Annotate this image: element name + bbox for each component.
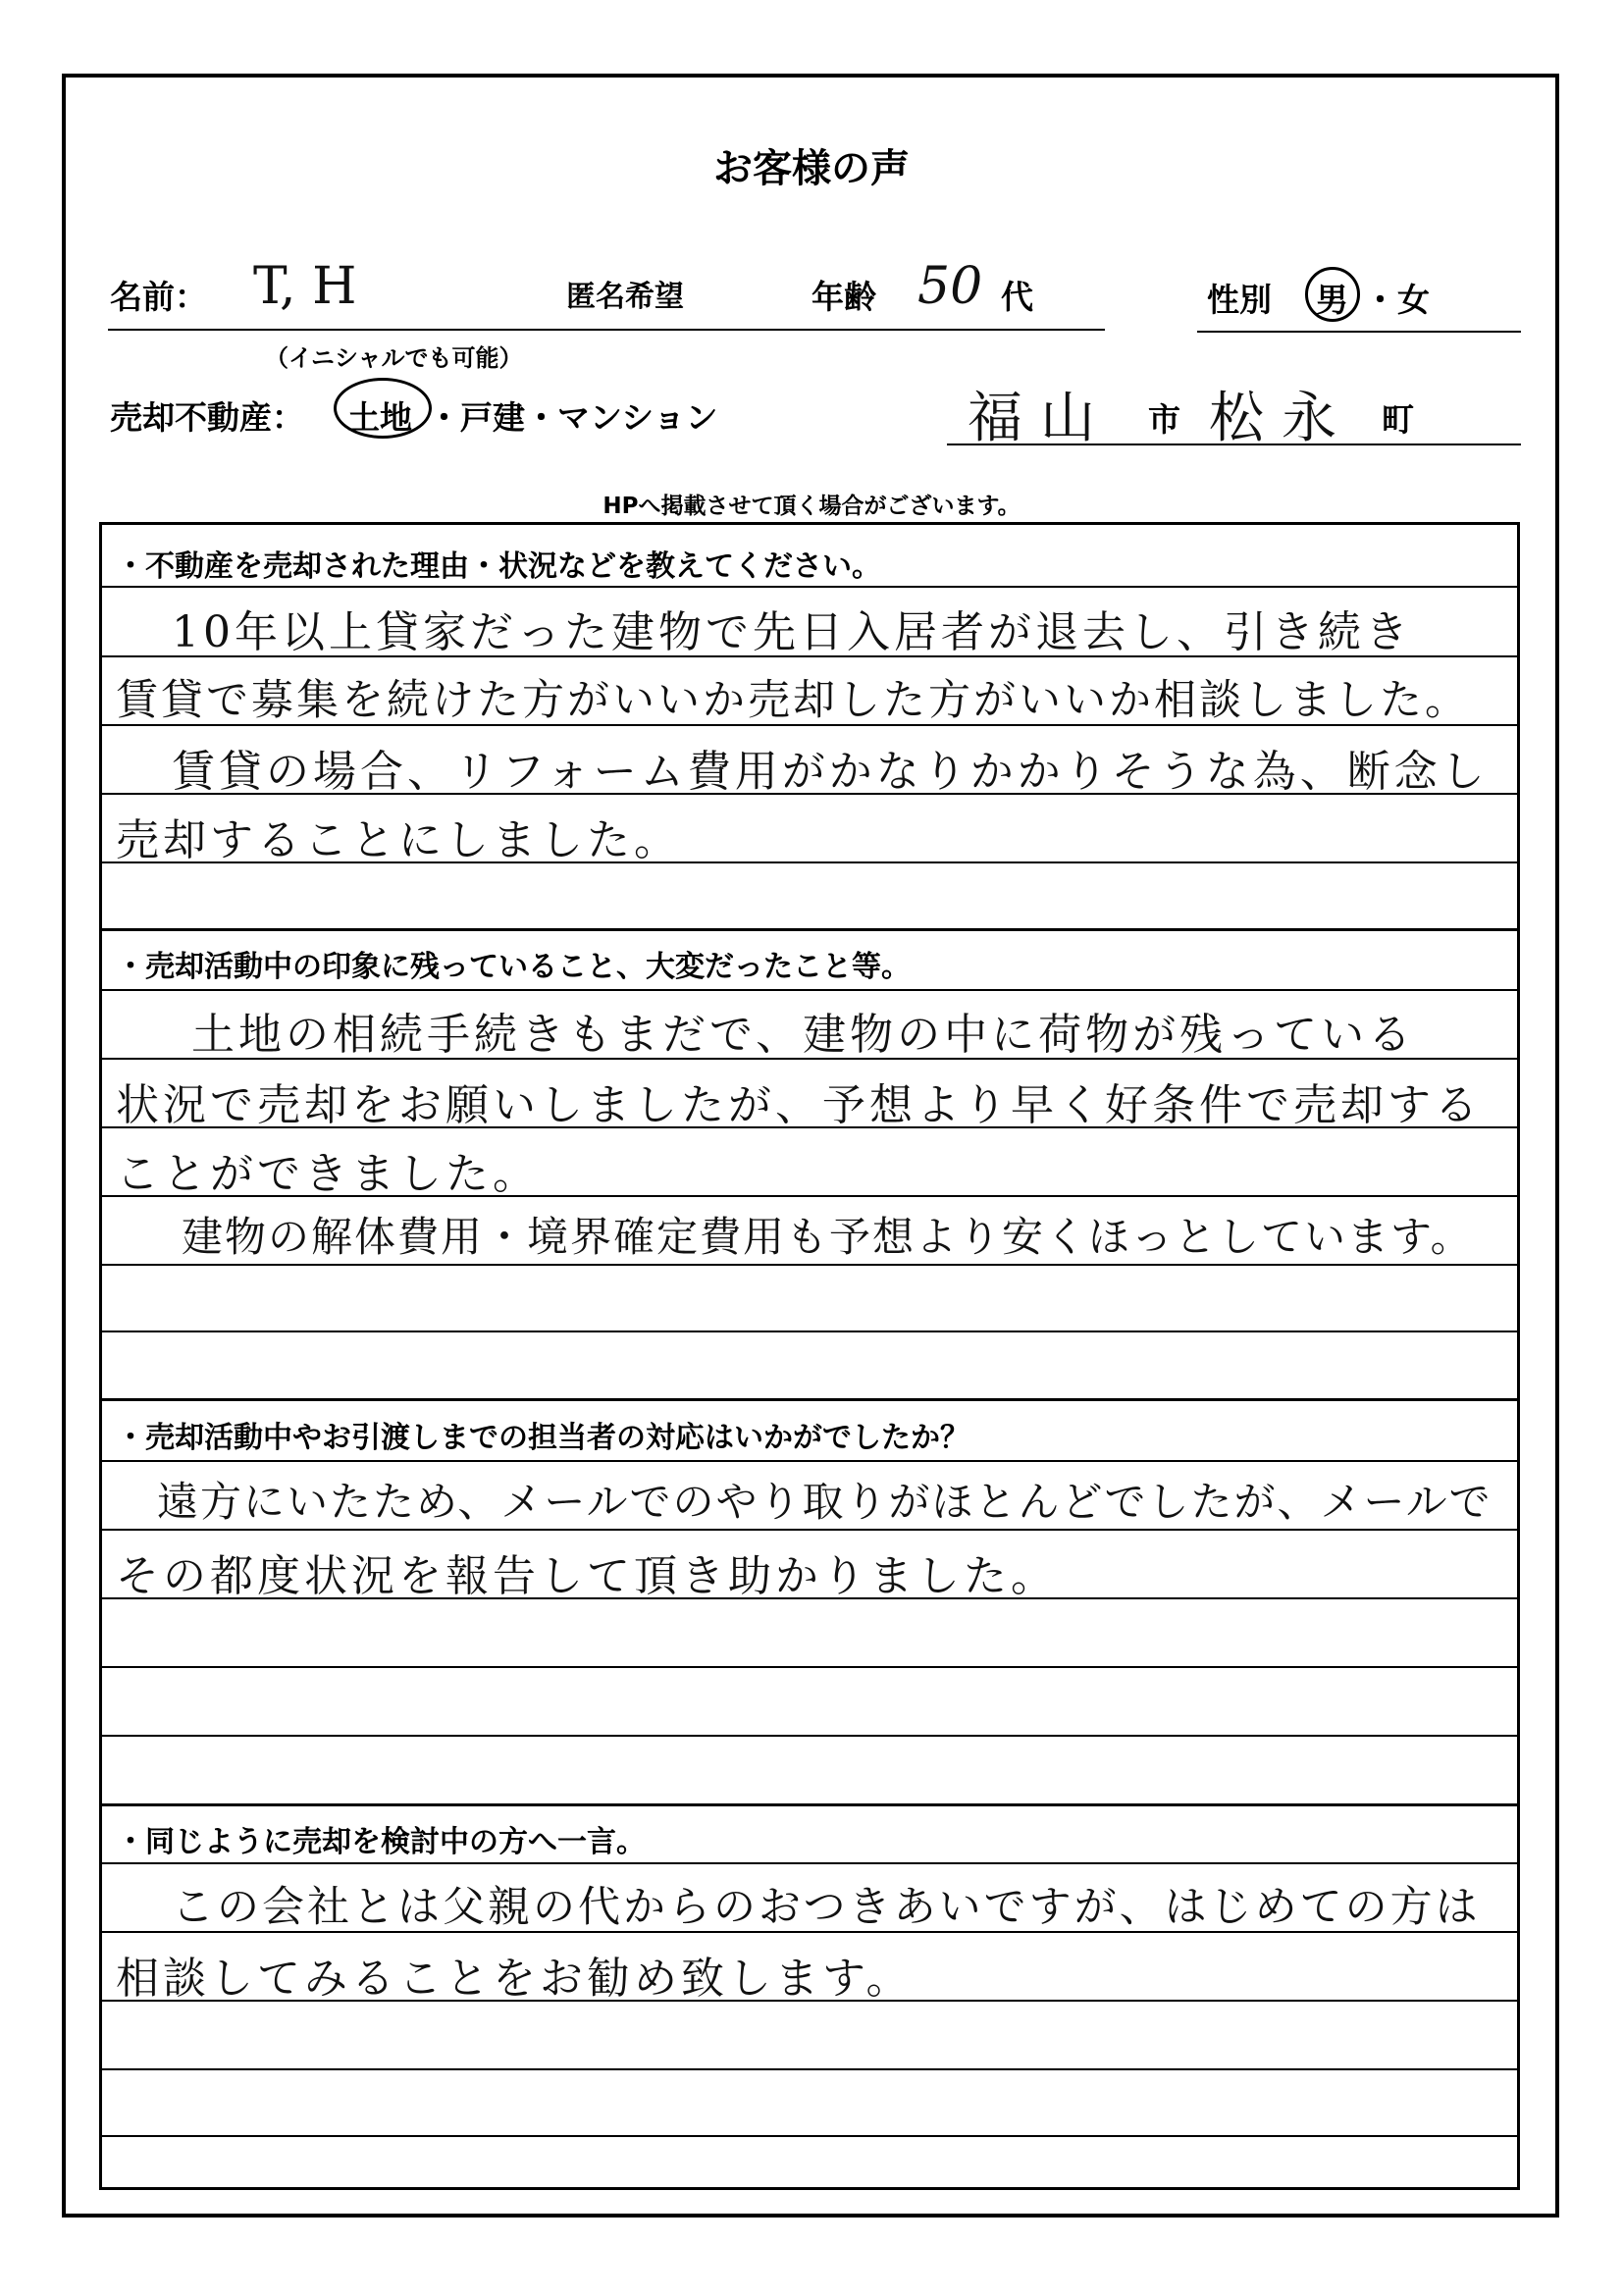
row1-underline <box>108 329 1105 331</box>
question-2: ・売却活動中の印象に残っていること、大変だったこと等。 <box>116 950 911 984</box>
answer-2-line-2: 状況で売却をお願いしましたが、予想より早く好条件で売却する <box>116 1080 1482 1130</box>
age-suffix: 代 <box>1001 278 1033 316</box>
rule <box>99 989 1520 991</box>
rule <box>99 1529 1520 1531</box>
rule <box>99 1735 1520 1737</box>
answer-1-line-3: 賃貸の場合、リフォーム費用がかなりかかりそうな為、断念し <box>172 747 1489 797</box>
rule <box>99 586 1520 588</box>
rule <box>99 2068 1520 2070</box>
answer-2-line-3: ことができました。 <box>116 1149 540 1199</box>
question-1: ・不動産を売却された理由・状況などを教えてください。 <box>116 549 881 584</box>
rule <box>99 1460 1520 1462</box>
section-divider <box>99 1398 1520 1401</box>
rule <box>99 2135 1520 2137</box>
question-3: ・売却活動中やお引渡しまでの担当者の対応はいかがでしたか？ <box>116 1421 969 1455</box>
initial-note: （イニシャルでも可能） <box>265 344 523 372</box>
town-value: 松永 <box>1209 387 1354 450</box>
age-value: 50 <box>917 257 983 316</box>
rule <box>99 724 1520 726</box>
gender-underline <box>1197 331 1521 333</box>
location-underline <box>947 444 1521 445</box>
rule <box>99 1862 1520 1864</box>
age-label: 年齢 <box>812 278 876 316</box>
city-value: 福山 <box>968 387 1113 450</box>
rule <box>99 2000 1520 2002</box>
rule <box>99 1126 1520 1128</box>
name-label: 名前： <box>110 278 207 316</box>
gender-sep: ・ <box>1364 281 1396 319</box>
rule <box>99 1331 1520 1332</box>
name-value: T, H <box>253 257 357 316</box>
section-divider <box>99 928 1520 931</box>
city-label: 市 <box>1148 400 1180 439</box>
rule <box>99 655 1520 657</box>
answer-3-line-1: 遠方にいたため、メールでのやり取りがほとんどでしたが、メールで <box>157 1478 1492 1526</box>
anonymous-label: 匿名希望 <box>566 280 684 314</box>
answer-2-line-1: 土地の相続手続きもまだで、建物の中に荷物が残っている <box>191 1010 1416 1060</box>
rule <box>99 1195 1520 1197</box>
property-label: 売却不動産： <box>110 398 304 437</box>
rule <box>99 793 1520 795</box>
rule <box>99 1264 1520 1266</box>
rule <box>99 1058 1520 1060</box>
page-title: お客様の声 <box>713 146 910 191</box>
property-options: ・戸建・マンション <box>428 398 718 437</box>
rule <box>99 1666 1520 1668</box>
answer-3-line-2: その都度状況を報告して頂き助かりました。 <box>116 1551 1058 1601</box>
gender-female: 女 <box>1397 281 1430 319</box>
answer-1-line-2: 賃貸で募集を続けた方がいいか売却した方がいいか相談しました。 <box>116 676 1470 725</box>
section-divider <box>99 1803 1520 1806</box>
property-land: 土地 <box>347 398 412 437</box>
hp-notice: HPへ掲載させて頂く場合がございます。 <box>602 494 1021 519</box>
rule <box>99 861 1520 863</box>
question-4: ・同じように売却を検討中の方へ一言。 <box>116 1825 646 1859</box>
rule <box>99 1597 1520 1599</box>
answer-4-line-1: この会社とは父親の代からのおつきあいですが、はじめての方は <box>172 1883 1481 1932</box>
gender-male: 男 <box>1316 281 1348 319</box>
answer-4-line-2: 相談してみることをお勧め致します。 <box>116 1954 914 2004</box>
gender-label: 性別 <box>1207 281 1272 319</box>
answer-2-line-4: 建物の解体費用・境界確定費用も予想より安くほっとしています。 <box>182 1213 1474 1261</box>
town-label: 町 <box>1382 400 1414 439</box>
answer-1-line-4: 売却することにしました。 <box>116 815 681 865</box>
answer-1-line-1: 10年以上貸家だった建物で先日入居者が退去し、引き続き <box>172 607 1412 657</box>
rule <box>99 1931 1520 1933</box>
